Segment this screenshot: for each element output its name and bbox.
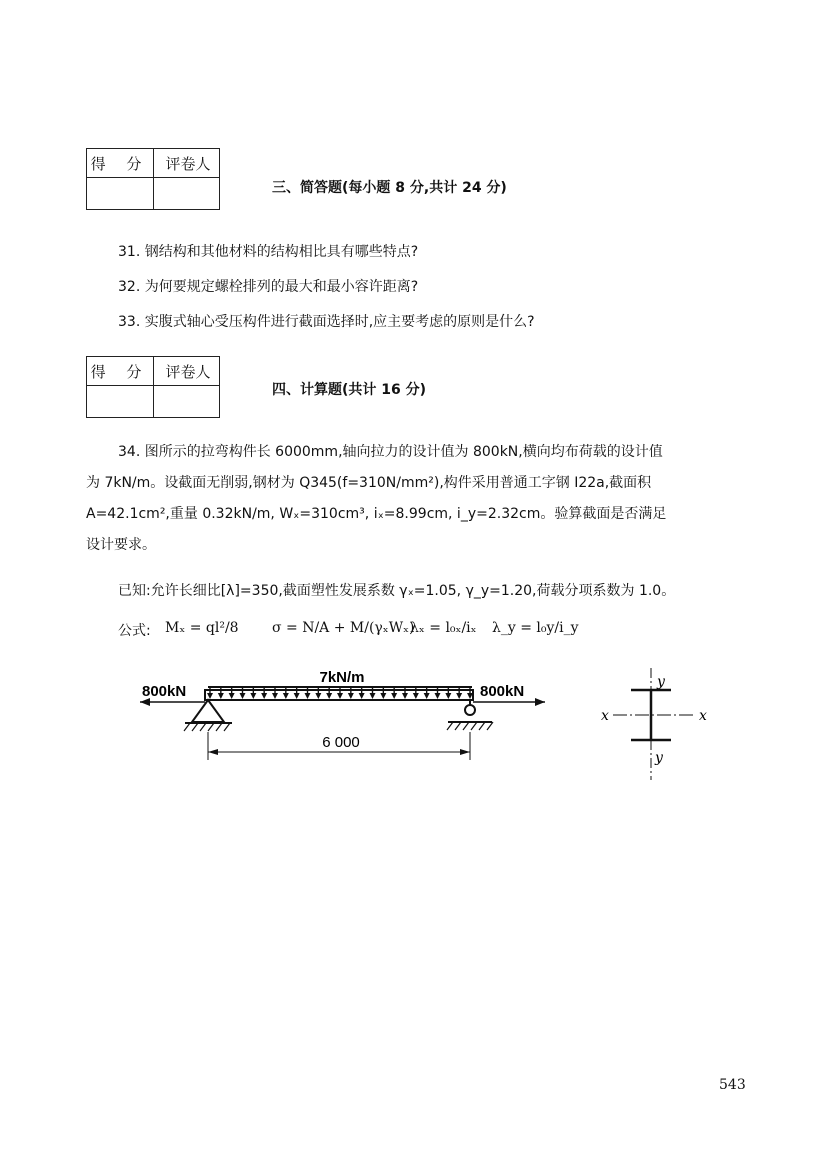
formula-label-text: 公式: xyxy=(118,623,151,639)
x-axis-right-label: x xyxy=(699,708,707,724)
question-33: 33. 实腹式轴心受压构件进行截面选择时,应主要考虑的原则是什么? xyxy=(118,314,535,330)
pin-support xyxy=(192,700,224,722)
span-label: 6 000 xyxy=(322,734,360,751)
dim-arrow-left xyxy=(208,749,218,755)
known-conditions: 已知:允许长细比[λ]=350,截面塑性发展系数 γₓ=1.05, γ_y=1.20,荷载分项系数为 1.0。 xyxy=(118,583,676,599)
roller-support xyxy=(465,705,475,715)
beam-diagram xyxy=(130,660,560,780)
formula-label xyxy=(118,620,151,640)
load-label: 7kN/m xyxy=(319,669,365,686)
score-table-2 xyxy=(86,356,220,418)
formula-sigma: σ = N/A + M/(γₓWₓ) xyxy=(272,620,415,636)
score-table-divider xyxy=(153,357,154,417)
right-force-arrowhead xyxy=(535,698,545,706)
left-force-label: 800kN xyxy=(142,683,187,700)
score-table-divider xyxy=(153,149,154,209)
roller-hatch xyxy=(447,722,493,730)
question-32: 32. 为何要规定螺栓排列的最大和最小容许距离? xyxy=(118,279,419,295)
pin-hatch xyxy=(184,723,230,731)
y-axis-bottom-label: y xyxy=(655,750,663,766)
section3-title: 三、简答题(每小题 8 分,共计 24 分) xyxy=(272,180,507,196)
problem-34-line-3: A=42.1cm²,重量 0.32kN/m, Wₓ=310cm³, iₓ=8.99cm, i_y=2.32cm。验算截面是否满足 xyxy=(86,506,667,522)
score-label: 得 分 xyxy=(90,363,150,381)
formula-lambda-x: λₓ = l₀ₓ/iₓ xyxy=(410,620,477,636)
problem-34-line-2: 为 7kN/m。设截面无削弱,钢材为 Q345(f=310N/mm²),构件采用普通工字钢 I22a,截面积 xyxy=(86,475,652,491)
dim-arrow-right xyxy=(460,749,470,755)
score-label: 得 分 xyxy=(90,155,150,173)
problem-34-line-1: 34. 图所示的拉弯构件长 6000mm,轴向拉力的设计值为 800kN,横向均布荷载的设计值 xyxy=(118,444,663,460)
formula-lambda-y: λ_y = l₀y/i_y xyxy=(492,620,579,636)
section4-title: 四、计算题(共计 16 分) xyxy=(272,382,427,398)
formula-mx: Mₓ = ql²/8 xyxy=(165,620,239,636)
page-number: 543 xyxy=(719,1077,746,1093)
i-section-diagram xyxy=(595,668,715,783)
y-axis-top-label: y xyxy=(657,674,665,690)
problem-34-line-4: 设计要求。 xyxy=(86,537,156,553)
right-force-label: 800kN xyxy=(480,683,525,700)
question-31: 31. 钢结构和其他材料的结构相比具有哪些特点? xyxy=(118,244,419,260)
grader-label: 评卷人 xyxy=(165,155,211,173)
problem-34-text xyxy=(86,437,776,561)
score-table-1 xyxy=(86,148,220,210)
x-axis-left-label: x xyxy=(601,708,609,724)
grader-label: 评卷人 xyxy=(165,363,211,381)
